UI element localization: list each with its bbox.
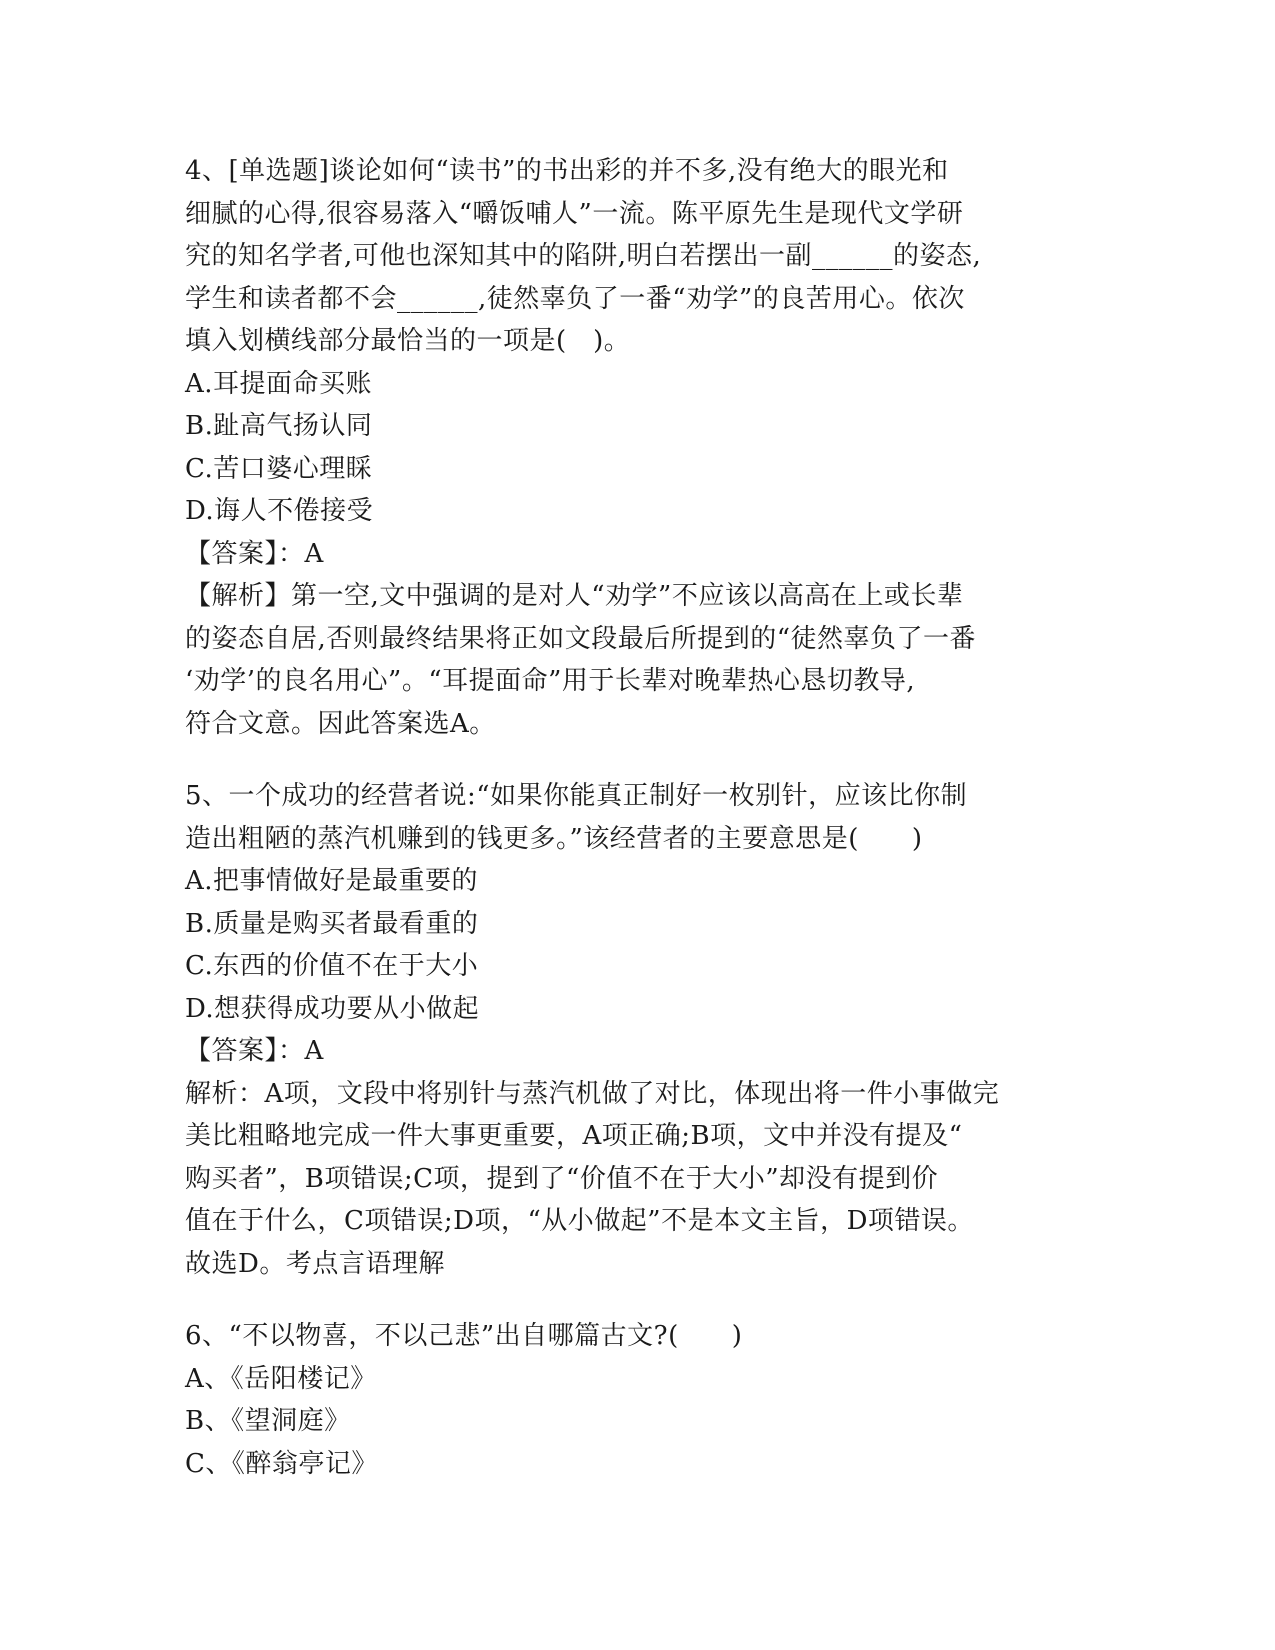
question-block	[185, 150, 1085, 745]
question-stem-line: 造出粗陋的蒸汽机赚到的钱更多。”该经营者的主要意思是( )	[185, 823, 923, 854]
question-list	[185, 150, 1085, 1485]
answer-option: A.把事情做好是最重要的	[185, 866, 479, 896]
analysis-line: 符合文意。因此答案选A。	[185, 708, 496, 739]
answer-option: B.质量是购买者最看重的	[185, 908, 479, 939]
answer-label: 【答案】：A	[185, 1036, 324, 1066]
answer-option: B、《望洞庭》	[185, 1406, 351, 1436]
question-stem-line: 填入划横线部分最恰当的一项是( )。	[185, 326, 631, 356]
question-block	[185, 775, 1085, 1285]
analysis-line: ‘劝学’的良名用心”。“耳提面命”用于长辈对晚辈热心恳切教导,	[185, 666, 916, 696]
answer-option: A、《岳阳楼记》	[185, 1363, 377, 1394]
answer-option: D.诲人不倦接受	[185, 496, 374, 526]
answer-label: 【答案】：A	[185, 538, 324, 569]
analysis-line: 值在于什么，C项错误;D项，“从小做起”不是本文主旨，D项错误。	[185, 1206, 974, 1236]
analysis-line: 【解析】第一空,文中强调的是对人“劝学”不应该以高高在上或长辈	[185, 581, 964, 611]
answer-option: C.东西的价值不在于大小	[185, 951, 479, 981]
question-stem-line: 究的知名学者,可他也深知其中的陷阱,明白若摆出一副______的姿态,	[185, 241, 982, 271]
answer-option: C、《醉翁亭记》	[185, 1448, 378, 1479]
analysis-line: 美比粗略地完成一件大事更重要，A项正确;B项，文中并没有提及“	[185, 1121, 963, 1151]
answer-option: C.苦口婆心理睬	[185, 453, 373, 484]
question-stem-line: 5、一个成功的经营者说:“如果你能真正制好一枚别针，应该比你制	[185, 781, 968, 811]
question-spacer	[185, 745, 1085, 775]
question-stem-line: 学生和读者都不会______,徒然辜负了一番“劝学”的良苦用心。依次	[185, 283, 965, 314]
answer-option: D.想获得成功要从小做起	[185, 993, 480, 1024]
answer-option: A.耳提面命买账	[185, 368, 373, 399]
analysis-line: 购买者”，B项错误;C项，提到了“价值不在于大小”却没有提到价	[185, 1163, 939, 1194]
analysis-line: 故选D。考点言语理解	[185, 1248, 445, 1279]
question-stem-line: 细腻的心得,很容易落入“嚼饭哺人”一流。陈平原先生是现代文学研	[185, 198, 964, 229]
answer-option: B.趾高气扬认同	[185, 411, 373, 441]
analysis-line: 解析：A项，文段中将别针与蒸汽机做了对比，体现出将一件小事做完	[185, 1078, 1000, 1109]
question-block	[185, 1315, 1085, 1485]
question-spacer	[185, 1285, 1085, 1315]
question-stem-line: 4、[单选题]谈论如何“读书”的书出彩的并不多,没有绝大的眼光和	[185, 156, 949, 186]
analysis-line: 的姿态自居,否则最终结果将正如文段最后所提到的“徒然辜负了一番	[185, 623, 977, 654]
question-stem-line: 6、“不以物喜，不以己悲”出自哪篇古文?( )	[185, 1321, 743, 1351]
